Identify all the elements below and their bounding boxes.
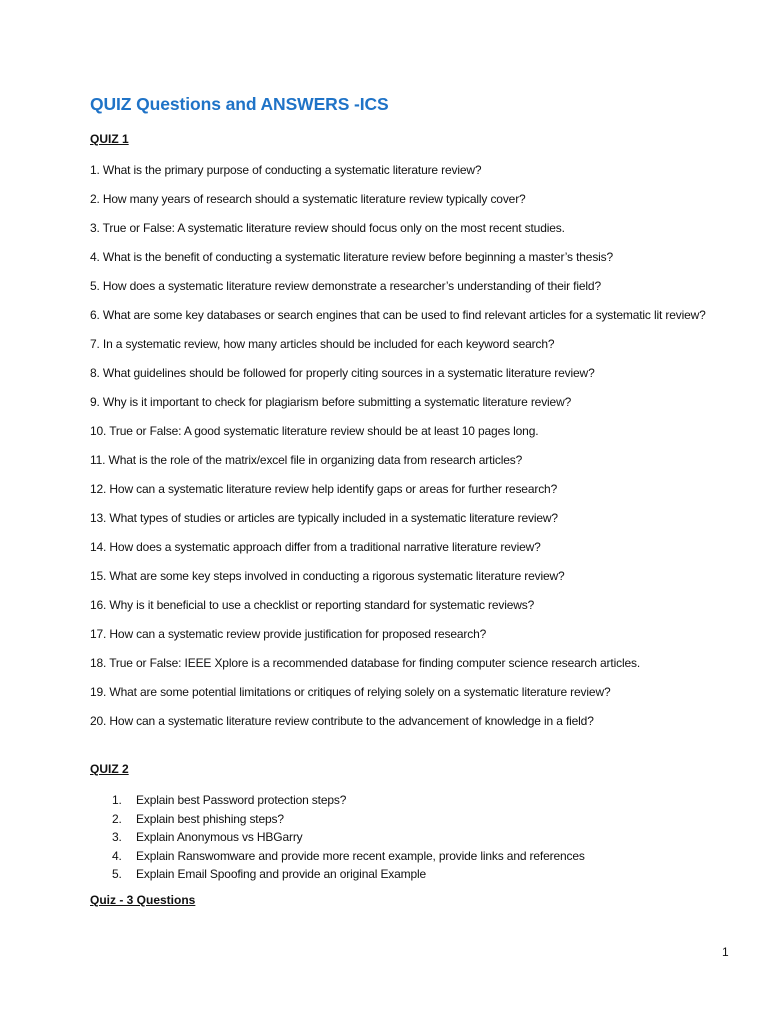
quiz1-question: 14. How does a systematic approach differ from a traditional narrative literature review? bbox=[90, 540, 541, 554]
quiz2-question bbox=[112, 847, 672, 866]
quiz2-question-text: Explain best phishing steps? bbox=[136, 811, 284, 826]
quiz1-question: 12. How can a systematic literature review help identify gaps or areas for further research? bbox=[90, 482, 558, 496]
quiz2-question-text: Explain Ranswomware and provide more recent example, provide links and references bbox=[136, 848, 585, 863]
quiz1-question: 2. How many years of research should a systematic literature review typically cover? bbox=[90, 192, 526, 206]
quiz2-question bbox=[112, 791, 672, 810]
quiz1-question: 6. What are some key databases or search engines that can be used to find relevant articles for a systematic lit review? bbox=[90, 308, 706, 322]
quiz2-heading: QUIZ 2 bbox=[90, 762, 129, 776]
quiz1-question: 5. How does a systematic literature review demonstrate a researcher’s understanding of their field? bbox=[90, 279, 601, 293]
quiz2-question-number: 4. bbox=[112, 848, 122, 863]
quiz1-question: 16. Why is it beneficial to use a checklist or reporting standard for systematic reviews? bbox=[90, 598, 535, 612]
document-title: QUIZ Questions and ANSWERS -ICS bbox=[90, 94, 389, 114]
quiz1-question: 15. What are some key steps involved in conducting a rigorous systematic literature review? bbox=[90, 569, 565, 583]
quiz1-question: 20. How can a systematic literature review contribute to the advancement of knowledge in a field? bbox=[90, 714, 594, 728]
quiz2-question-number: 5. bbox=[112, 867, 122, 881]
quiz2-question-text: Explain Anonymous vs HBGarry bbox=[136, 830, 303, 844]
quiz1-question: 7. In a systematic review, how many articles should be included for each keyword search? bbox=[90, 337, 555, 351]
quiz1-question-list bbox=[90, 161, 720, 741]
quiz1-question: 9. Why is it important to check for plagiarism before submitting a systematic literature review? bbox=[90, 395, 572, 409]
quiz2-question-number: 2. bbox=[112, 811, 122, 826]
quiz2-question-number: 3. bbox=[112, 830, 122, 844]
quiz1-question: 18. True or False: IEEE Xplore is a recommended database for finding computer science research articles. bbox=[90, 656, 641, 670]
quiz1-question: 11. What is the role of the matrix/excel file in organizing data from research articles? bbox=[90, 453, 523, 467]
quiz1-question: 8. What guidelines should be followed for properly citing sources in a systematic literature review? bbox=[90, 366, 595, 380]
quiz1-question: 1. What is the primary purpose of conducting a systematic literature review? bbox=[90, 163, 482, 177]
quiz1-question: 3. True or False: A systematic literature review should focus only on the most recent studies. bbox=[90, 221, 565, 235]
quiz3-heading: Quiz - 3 Questions bbox=[90, 893, 196, 907]
quiz1-question: 19. What are some potential limitations or critiques of relying solely on a systematic literature review? bbox=[90, 685, 611, 699]
quiz2-question bbox=[112, 828, 672, 847]
quiz1-question: 4. What is the benefit of conducting a systematic literature review before beginning a master’s thesis? bbox=[90, 250, 614, 264]
quiz1-question: 10. True or False: A good systematic literature review should be at least 10 pages long. bbox=[90, 424, 539, 438]
quiz2-question bbox=[112, 865, 672, 884]
quiz1-question: 13. What types of studies or articles are typically included in a systematic literature review? bbox=[90, 511, 558, 525]
quiz1-heading: QUIZ 1 bbox=[90, 132, 129, 146]
quiz2-question-number: 1. bbox=[112, 793, 122, 807]
quiz1-question: 17. How can a systematic review provide justification for proposed research? bbox=[90, 627, 487, 641]
quiz2-question bbox=[112, 810, 672, 829]
quiz2-question-text: Explain Email Spoofing and provide an original Example bbox=[136, 867, 427, 881]
quiz2-question-text: Explain best Password protection steps? bbox=[136, 793, 347, 807]
page-number: 1 bbox=[722, 945, 729, 959]
quiz2-question-list bbox=[112, 791, 672, 884]
